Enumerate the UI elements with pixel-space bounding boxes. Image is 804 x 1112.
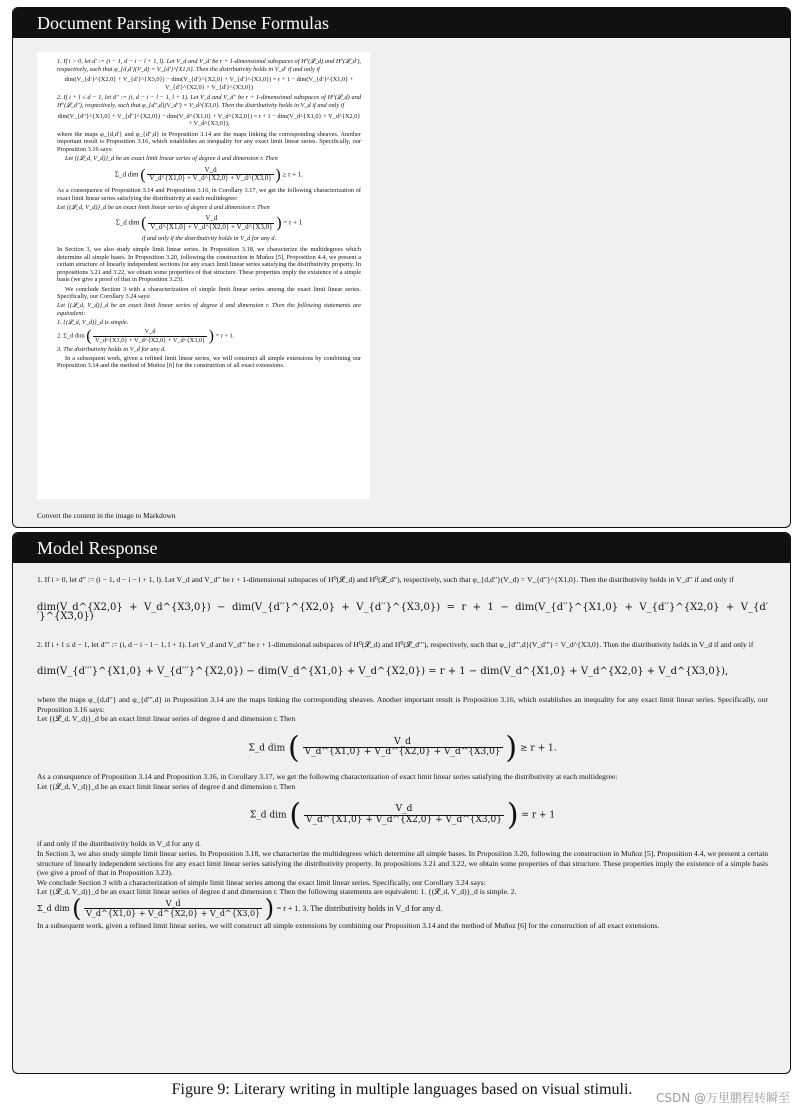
resp-para-maps: where the maps φ_{d,d′′} and φ_{d′′′,d} in Proposition 3.14 are the maps linking the corresponding sheaves. Another important result is Proposition 3.16, which establishes an inequality for any exact limit linear series. Specifically, our Proposition 3.16 says: bbox=[37, 694, 768, 714]
src-list-1: 1. {(𝓛_d, V_d)}_d is simple. bbox=[57, 319, 129, 327]
resp-equation-1: Σ_d dim ( $\frac{V\_d}{V\_d\^{}\{X1,0\} + V\_d\^{}\{X2,0\} + V\_d\^{}\{X3,0\}}$ ) ≥ r + 1. bbox=[248, 730, 557, 766]
src-list-3: 3. The distributivity holds in V_d for any d. bbox=[57, 345, 166, 353]
src-let3: Let {(𝓛_d, V_d)}_d be an exact limit linear series of degree d and dimension r. Then the following statements are equivalent: bbox=[57, 302, 361, 317]
response-panel-title: Model Response bbox=[37, 538, 158, 558]
input-panel bbox=[12, 7, 791, 528]
resp-item1-text: 1. If i > 0, let d′′ := (i − 1, d − i − l + 1, l). Let V_d and V_d′′ be r + 1-dimensional subspaces of H⁰(𝓛_d) and H⁰(𝓛_d′′), respectively, such that φ_{d,d′′}(V_d) = V_{d′′}^{X1,0}. Then the distributivity holds in V_d′′ if and only if bbox=[37, 575, 734, 584]
src-equation-1: Σ_d dim ( $\frac{V\_d}{V\_d\^{}\{X1,0\} + V\_d\^{}\{X2,0\} + V\_d\^{}\{X3,0\}}$ ) ≥ r + 1. bbox=[114, 165, 304, 184]
src-para-subsequent: In a subsequent work, given a refined limit linear series, we will construct all simple extensions by combining our Proposition 3.14 and the method of Muñoz [6] for the construction of all exact extensions. bbox=[57, 354, 361, 370]
src-para-section3: In Section 3, we also study simple limit linear series. In Proposition 3.18, we characterize the multidegrees which determine all simple bases. In Proposition 3.20, following the construction in Muñoz [5], Proposition 4.4, we present a certain structure of linearly independent sections for any exact limit linear series satisfying the distributivity property. In propositions 3.21 and 3.22, we obtain some properties of that structure. These properties imply the existence of a simple basis (we give a proof of that in Proposition 3.23). bbox=[57, 246, 361, 284]
source-document-image bbox=[37, 52, 370, 499]
src-eq2-rhs: = r + 1 bbox=[283, 218, 303, 227]
src-eq1-fraction bbox=[147, 167, 273, 183]
input-panel-header bbox=[13, 8, 790, 38]
src-eq1-sum: Σ_d dim bbox=[114, 170, 139, 179]
resp-eq1-numerator: V_d bbox=[303, 738, 503, 749]
input-panel-title: Document Parsing with Dense Formulas bbox=[37, 13, 329, 33]
resp-eq1-denominator: V_d^{X1,0} + V_d^{X2,0} + V_d^{X3,0} bbox=[304, 747, 501, 758]
src-eq1-rhs: ≥ r + 1. bbox=[282, 170, 304, 179]
src-item2-text: 2. If i + l ≤ d − 1, let d′′ := (i, d − i − l − 1, l + 1). Let V_d and V_d′′ be r + 1-dimensional subspaces of H⁰(𝓛_d) and H⁰(𝓛_d′′), respectively, such that φ_{d′′,d}(V_d′′) = V_d^{X3,0}. Then the distributivity holds in V_d if and only if bbox=[57, 94, 361, 109]
watermark: CSDN @万里鹏程转瞬至 bbox=[655, 1091, 790, 1105]
src-item1-equation: dim(V_{d′}^{X2,0} + V_{d′}^{X3,0}) − dim(V_{d′}^{X2,0} + V_{d′}^{X3,0}) = r + 1 − dim(V_{d′}^{X1,0} + V_{d′}^{X2,0} + V_{d′}^{X3,0}) bbox=[64, 76, 354, 91]
resp-eq1-sum: Σ_d dim bbox=[248, 743, 286, 754]
resp-eq1-fraction bbox=[303, 738, 503, 758]
src-list-2: 2. Σ_d dim ( $\frac{V\_d}{V\_d\^{}\{X1,0\} + V\_d\^{}\{X2,0\} + V\_d\^{}\{X3,0\}}$ ) = r + 1. bbox=[57, 327, 235, 345]
response-panel bbox=[12, 532, 791, 1074]
figure-caption: Figure 9: Literary writing in multiple languages based on visual stimuli. bbox=[171, 1081, 633, 1098]
resp-inline-list-equation: Σ_d dim ( $\frac{V\_d}{V\_d\^{}\{X1,0\} + V\_d\^{}\{X2,0\} + V\_d\^{}\{X3,0\}}$ ) = r + 1. 3. The distributivity holds in V_d for any d. bbox=[37, 894, 443, 923]
src-para-consequence: As a consequence of Proposition 3.14 and Proposition 3.16, in Corollary 3.17, we get the following characterization of exact limit linear series satisfying the distributivity at each multidegree: bbox=[57, 186, 361, 202]
resp-item1-equation: dim(V_d^{X2,0} + V_d^{X3,0}) − dim(V_{d′′}^{X2,0} + V_{d′′}^{X3,0}) = r + 1 − dim(V_{d′′}^{X1,0} + V_{d′′}^{X2,0} + V_{d′′}^{X3,0}) bbox=[37, 601, 768, 623]
src-iff: if and only if the distributivity holds in V_d for any d. bbox=[141, 235, 277, 243]
src-eq1-denominator: V_d^{X1,0} + V_d^{X2,0} + V_d^{X3,0} bbox=[149, 174, 272, 183]
resp-item2-text: 2. If i + l ≤ d − 1, let d′′′ := (i, d − i − l − 1, l + 1). Let V_d and V_d′′′ be r + 1-dimensional subspaces of H⁰(𝓛_d) and H⁰(𝓛_d′′′), respectively, such that φ_{d′′′,d}(V_d′′′) = V_d^{X3,0}. Then the distributivity holds in V_d if and only if bbox=[37, 639, 754, 649]
resp-equation-2: Σ_d dim ( $\frac{V\_d}{V\_d\^{}\{X1,0\} + V\_d\^{}\{X2,0\} + V\_d\^{}\{X3,0\}}$ ) = r + 1 bbox=[249, 797, 556, 833]
resp-let3: Let {(𝓛_d, V_d)}_d be an exact limit linear series of degree d and dimension r. Then the following statements are equivalent: 1. {(𝓛_d, V_d)}_d is simple. 2. bbox=[37, 887, 517, 897]
resp-para-consequence: As a consequence of Proposition 3.14 and Proposition 3.16, in Corollary 3.17, we get the following characterization of exact limit linear series satisfying the distributivity at each multidegree: bbox=[37, 771, 618, 781]
src-let2: Let {(𝓛_d, V_d)}_d be an exact limit linear series of degree d and dimension r. Then bbox=[57, 203, 270, 211]
resp-eq1-rhs: ≥ r + 1. bbox=[520, 743, 557, 754]
src-para-maps: where the maps φ_{d,d′} and φ_{d′′,d} in Proposition 3.14 are the maps linking the corresponding sheaves. Another important result is Proposition 3.16, which establishes an inequality for any exact limit linear series. Specifically, our Proposition 3.16 says: bbox=[57, 130, 361, 153]
src-let1: Let {(𝓛_d, V_d)}_d be an exact limit linear series of degree d and dimension r. Then bbox=[65, 155, 278, 163]
response-panel-header bbox=[13, 533, 790, 563]
src-equation-2: Σ_d dim ( $\frac{V\_d}{V\_d\^{}\{X1,0\} + V\_d\^{}\{X2,0\} + V\_d\^{}\{X3,0\}}$ ) = r + 1 bbox=[115, 214, 303, 232]
resp-let1: Let {(𝓛_d, V_d)}_d be an exact limit linear series of degree d and dimension r. Then bbox=[37, 714, 296, 724]
src-para-conclude: We conclude Section 3 with a characterization of simple limit linear series among the exact limit linear series. Specifically, our Corollary 3.24 says: bbox=[57, 285, 361, 301]
resp-eq2-rhs: = r + 1 bbox=[521, 810, 556, 821]
src-eq1-numerator: V_d bbox=[147, 167, 273, 176]
resp-para-subsequent: In a subsequent work, given a refined limit linear series, we will construct all simple extensions by combining our Proposition 3.14 and the method of Muñoz [6] for the construction of all exact extensions. bbox=[37, 921, 660, 931]
user-prompt: Convert the content in the image to Markdown bbox=[37, 511, 176, 520]
src-item2-equation: dim(V_{d′′}^{X1,0} + V_{d′′}^{X2,0}) − dim(V_d^{X1,0} + V_d^{X2,0}) = r + 1 − dim(V_d^{X1,0} + V_d^{X2,0} + V_d^{X3,0}), bbox=[57, 112, 361, 128]
resp-iff: if and only if the distributivity holds in V_d for any d. bbox=[37, 839, 201, 849]
src-item1-text: 1. If i > 0, let d′ := (i − 1, d − i − l + 1, l). Let V_d and V_d′ be r + 1-dimensional subspaces of H⁰(𝓛_d) and H⁰(𝓛_d′), respectively, such that φ_{d,d′}(V_d) = V_{d′}^{X1,0}. Then the distributivity holds in V_d′ if and only if bbox=[57, 58, 361, 73]
resp-item2-equation: dim(V_{d′′′}^{X1,0} + V_{d′′′}^{X2,0}) − dim(V_d^{X1,0} + V_d^{X2,0}) = r + 1 − dim(V_d^{X1,0} + V_d^{X2,0} + V_d^{X3,0}), bbox=[37, 666, 729, 678]
model-response-content bbox=[37, 575, 768, 931]
resp-let2: Let {(𝓛_d, V_d)}_d be an exact limit linear series of degree d and dimension r. Then bbox=[37, 781, 296, 791]
resp-para-conclude: We conclude Section 3 with a characterization of simple limit linear series among the exact limit linear series. Specifically, our Corollary 3.24 says: bbox=[37, 877, 486, 887]
resp-para-section3: In Section 3, we also study simple limit linear series. In Proposition 3.18, we characterize the multidegrees which determine all simple bases. In Proposition 3.20, following the construction in Muñoz [5], Proposition 4.4, we present a certain structure of linearly independent sections for any exact limit linear series satisfying the distributivity property. In propositions 3.21 and 3.22, we obtain some properties of that structure. These properties imply the existence of a simple basis (we give a proof of that in Proposition 3.23). bbox=[37, 848, 768, 878]
